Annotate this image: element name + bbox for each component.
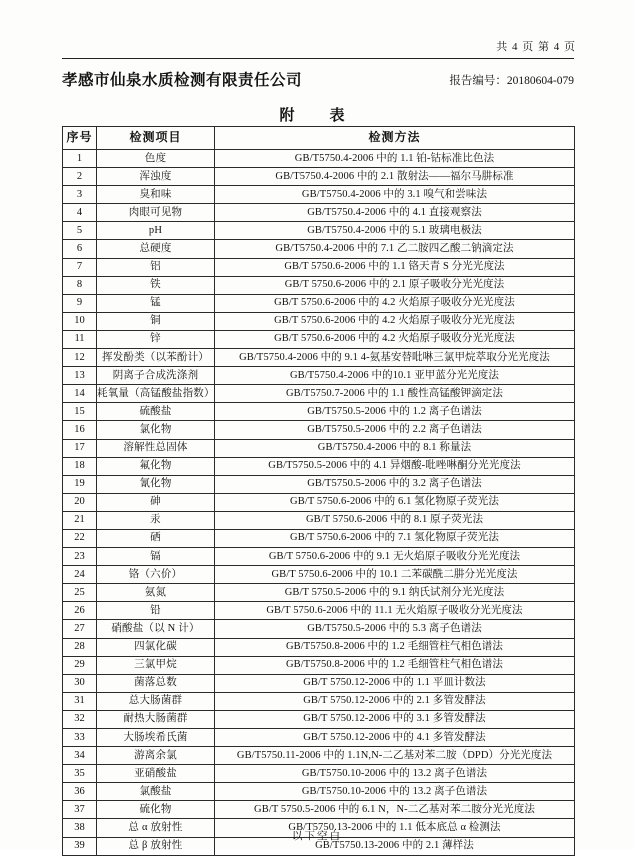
table-row	[63, 548, 575, 566]
table-row	[63, 349, 575, 367]
cell-method: GB/T 5750.12-2006 中的 3.1 多管发酵法	[215, 710, 575, 728]
cell-item: 氨氮	[97, 584, 215, 602]
table-row	[63, 529, 575, 547]
cell-method: GB/T 5750.6-2006 中的 4.2 火焰原子吸收分光光度法	[215, 330, 575, 348]
cell-method: GB/T5750.4-2006 中的 5.1 玻璃电极法	[215, 222, 575, 240]
cell-no: 12	[63, 349, 97, 367]
cell-no: 33	[63, 729, 97, 747]
cell-method: GB/T 5750.5-2006 中的 6.1 N，N-二乙基对苯二胺分光光度法	[215, 801, 575, 819]
cell-item: 锰	[97, 294, 215, 312]
table-row	[63, 403, 575, 421]
cell-no: 37	[63, 801, 97, 819]
cell-no: 7	[63, 258, 97, 276]
cell-no: 14	[63, 385, 97, 403]
cell-method: GB/T5750.5-2006 中的 2.2 离子色谱法	[215, 421, 575, 439]
table-row	[63, 330, 575, 348]
header-divider	[62, 58, 574, 59]
cell-item: 铁	[97, 276, 215, 294]
table-row	[63, 511, 575, 529]
cell-method: GB/T 5750.12-2006 中的 4.1 多管发酵法	[215, 729, 575, 747]
cell-no: 17	[63, 439, 97, 457]
cell-method: GB/T 5750.6-2006 中的 7.1 氢化物原子荧光法	[215, 529, 575, 547]
cell-method: GB/T5750.5-2006 中的 3.2 离子色谱法	[215, 475, 575, 493]
cell-method: GB/T5750.5-2006 中的 5.3 离子色谱法	[215, 620, 575, 638]
cell-no: 19	[63, 475, 97, 493]
cell-no: 38	[63, 819, 97, 837]
table-row	[63, 493, 575, 511]
table-row	[63, 584, 575, 602]
table-row	[63, 475, 575, 493]
cell-no: 1	[63, 150, 97, 168]
column-header-method: 检测方法	[215, 127, 575, 150]
document-header	[62, 68, 574, 90]
cell-method: GB/T5750.10-2006 中的 13.2 离子色谱法	[215, 765, 575, 783]
table-row	[63, 783, 575, 801]
cell-no: 11	[63, 330, 97, 348]
cell-item: 溶解性总固体	[97, 439, 215, 457]
cell-method: GB/T5750.7-2006 中的 1.1 酸性高锰酸钾滴定法	[215, 385, 575, 403]
report-number: 报告编号：20180604-079	[449, 75, 574, 87]
cell-item: 色度	[97, 150, 215, 168]
page-number: 共 4 页 第 4 页	[496, 41, 576, 53]
page-title: 附 表	[279, 108, 355, 124]
cell-no: 5	[63, 222, 97, 240]
cell-method: GB/T5750.13-2006 中的 2.1 薄样法	[215, 837, 575, 855]
table-row	[63, 222, 575, 240]
table-row	[63, 566, 575, 584]
cell-no: 31	[63, 692, 97, 710]
cell-item: 总硬度	[97, 240, 215, 258]
cell-item: 氰化物	[97, 475, 215, 493]
table-row	[63, 150, 575, 168]
cell-no: 3	[63, 186, 97, 204]
cell-no: 27	[63, 620, 97, 638]
cell-method: GB/T5750.8-2006 中的 1.2 毛细管柱气相色谱法	[215, 656, 575, 674]
cell-method: GB/T 5750.12-2006 中的 2.1 多管发酵法	[215, 692, 575, 710]
cell-method: GB/T5750.13-2006 中的 1.1 低本底总 α 检测法	[215, 819, 575, 837]
test-methods-table	[62, 126, 575, 856]
table-row	[63, 674, 575, 692]
cell-no: 20	[63, 493, 97, 511]
cell-item: 硫酸盐	[97, 403, 215, 421]
table-row	[63, 421, 575, 439]
cell-method: GB/T 5750.6-2006 中的 1.1 铬天青 S 分光光度法	[215, 258, 575, 276]
cell-no: 8	[63, 276, 97, 294]
cell-method: GB/T 5750.6-2006 中的 6.1 氢化物原子荧光法	[215, 493, 575, 511]
cell-method: GB/T 5750.6-2006 中的 11.1 无火焰原子吸收分光光度法	[215, 602, 575, 620]
cell-no: 10	[63, 312, 97, 330]
cell-item: pH	[97, 222, 215, 240]
table-row	[63, 710, 575, 728]
cell-no: 25	[63, 584, 97, 602]
cell-item: 硫化物	[97, 801, 215, 819]
table-row	[63, 656, 575, 674]
cell-method: GB/T5750.4-2006 中的 2.1 散射法——福尔马肼标准	[215, 168, 575, 186]
cell-item: 耗氧量（高锰酸盐指数）	[97, 385, 215, 403]
cell-no: 34	[63, 747, 97, 765]
cell-item: 氯酸盐	[97, 783, 215, 801]
table-row	[63, 729, 575, 747]
cell-method: GB/T 5750.6-2006 中的 10.1 二苯碳酰二肼分光光度法	[215, 566, 575, 584]
cell-no: 6	[63, 240, 97, 258]
table-row	[63, 294, 575, 312]
column-header-no: 序号	[63, 127, 97, 150]
cell-no: 36	[63, 783, 97, 801]
cell-item: 砷	[97, 493, 215, 511]
column-header-item: 检测项目	[97, 127, 215, 150]
cell-item: 总 α 放射性	[97, 819, 215, 837]
cell-no: 24	[63, 566, 97, 584]
cell-item: 总大肠菌群	[97, 692, 215, 710]
cell-no: 13	[63, 367, 97, 385]
table-row	[63, 638, 575, 656]
table-row	[63, 168, 575, 186]
cell-method: GB/T 5750.6-2006 中的 9.1 无火焰原子吸收分光光度法	[215, 548, 575, 566]
cell-item: 菌落总数	[97, 674, 215, 692]
cell-item: 铅	[97, 602, 215, 620]
cell-item: 大肠埃希氏菌	[97, 729, 215, 747]
cell-method: GB/T 5750.12-2006 中的 1.1 平皿计数法	[215, 674, 575, 692]
cell-item: 游离余氯	[97, 747, 215, 765]
cell-no: 32	[63, 710, 97, 728]
cell-no: 16	[63, 421, 97, 439]
cell-item: 阴离子合成洗涤剂	[97, 367, 215, 385]
table-row	[63, 204, 575, 222]
cell-item: 镉	[97, 548, 215, 566]
cell-no: 4	[63, 204, 97, 222]
table-row	[63, 747, 575, 765]
cell-item: 汞	[97, 511, 215, 529]
company-name: 孝感市仙泉水质检测有限责任公司	[62, 72, 303, 89]
cell-method: GB/T5750.4-2006 中的 4.1 直接观察法	[215, 204, 575, 222]
cell-method: GB/T5750.4-2006 中的 8.1 称量法	[215, 439, 575, 457]
cell-item: 氟化物	[97, 457, 215, 475]
table-header-row	[63, 127, 575, 150]
cell-no: 2	[63, 168, 97, 186]
cell-item: 三氯甲烷	[97, 656, 215, 674]
cell-no: 9	[63, 294, 97, 312]
cell-item: 挥发酚类（以苯酚计）	[97, 349, 215, 367]
table-row	[63, 276, 575, 294]
cell-no: 29	[63, 656, 97, 674]
cell-item: 硒	[97, 529, 215, 547]
cell-no: 21	[63, 511, 97, 529]
cell-item: 氯化物	[97, 421, 215, 439]
table-row	[63, 801, 575, 819]
cell-no: 28	[63, 638, 97, 656]
cell-item: 锌	[97, 330, 215, 348]
cell-item: 浑浊度	[97, 168, 215, 186]
cell-item: 铜	[97, 312, 215, 330]
table-row	[63, 620, 575, 638]
cell-no: 23	[63, 548, 97, 566]
cell-method: GB/T5750.10-2006 中的 13.2 离子色谱法	[215, 783, 575, 801]
cell-no: 30	[63, 674, 97, 692]
cell-no: 18	[63, 457, 97, 475]
table-row	[63, 367, 575, 385]
cell-item: 四氯化碳	[97, 638, 215, 656]
cell-item: 总 β 放射性	[97, 837, 215, 855]
cell-item: 臭和味	[97, 186, 215, 204]
cell-no: 22	[63, 529, 97, 547]
cell-item: 硝酸盐（以 N 计）	[97, 620, 215, 638]
table-row	[63, 457, 575, 475]
table-row	[63, 765, 575, 783]
footer-note: 以下空白	[292, 831, 342, 842]
cell-item: 肉眼可见物	[97, 204, 215, 222]
cell-method: GB/T5750.4-2006 中的10.1 亚甲蓝分光光度法	[215, 367, 575, 385]
cell-item: 铬（六价）	[97, 566, 215, 584]
cell-method: GB/T 5750.6-2006 中的 2.1 原子吸收分光光度法	[215, 276, 575, 294]
table-row	[63, 602, 575, 620]
cell-method: GB/T 5750.6-2006 中的 8.1 原子荧光法	[215, 511, 575, 529]
cell-method: GB/T 5750.6-2006 中的 4.2 火焰原子吸收分光光度法	[215, 294, 575, 312]
table-row	[63, 258, 575, 276]
cell-method: GB/T5750.4-2006 中的 1.1 铂-钴标准比色法	[215, 150, 575, 168]
table-row	[63, 312, 575, 330]
cell-method: GB/T5750.4-2006 中的 9.1 4-氨基安替吡啉三氯甲烷萃取分光光度法	[215, 349, 575, 367]
table-row	[63, 186, 575, 204]
cell-method: GB/T5750.11-2006 中的 1.1N,N-二乙基对苯二胺（DPD）分光光度法	[215, 747, 575, 765]
cell-item: 亚硝酸盐	[97, 765, 215, 783]
cell-method: GB/T5750.4-2006 中的 7.1 乙二胺四乙酸二钠滴定法	[215, 240, 575, 258]
cell-method: GB/T 5750.6-2006 中的 4.2 火焰原子吸收分光光度法	[215, 312, 575, 330]
cell-no: 39	[63, 837, 97, 855]
cell-item: 铝	[97, 258, 215, 276]
cell-method: GB/T5750.8-2006 中的 1.2 毛细管柱气相色谱法	[215, 638, 575, 656]
cell-item: 耐热大肠菌群	[97, 710, 215, 728]
cell-no: 35	[63, 765, 97, 783]
cell-no: 26	[63, 602, 97, 620]
cell-method: GB/T5750.5-2006 中的 1.2 离子色谱法	[215, 403, 575, 421]
cell-method: GB/T 5750.5-2006 中的 9.1 纳氏试剂分光光度法	[215, 584, 575, 602]
table-row	[63, 692, 575, 710]
cell-no: 15	[63, 403, 97, 421]
table-row	[63, 439, 575, 457]
cell-method: GB/T5750.4-2006 中的 3.1 嗅气和尝味法	[215, 186, 575, 204]
table-row	[63, 240, 575, 258]
table-row	[63, 385, 575, 403]
table-body	[63, 150, 575, 856]
cell-method: GB/T5750.5-2006 中的 4.1 异烟酸-吡唑啉酮分光光度法	[215, 457, 575, 475]
